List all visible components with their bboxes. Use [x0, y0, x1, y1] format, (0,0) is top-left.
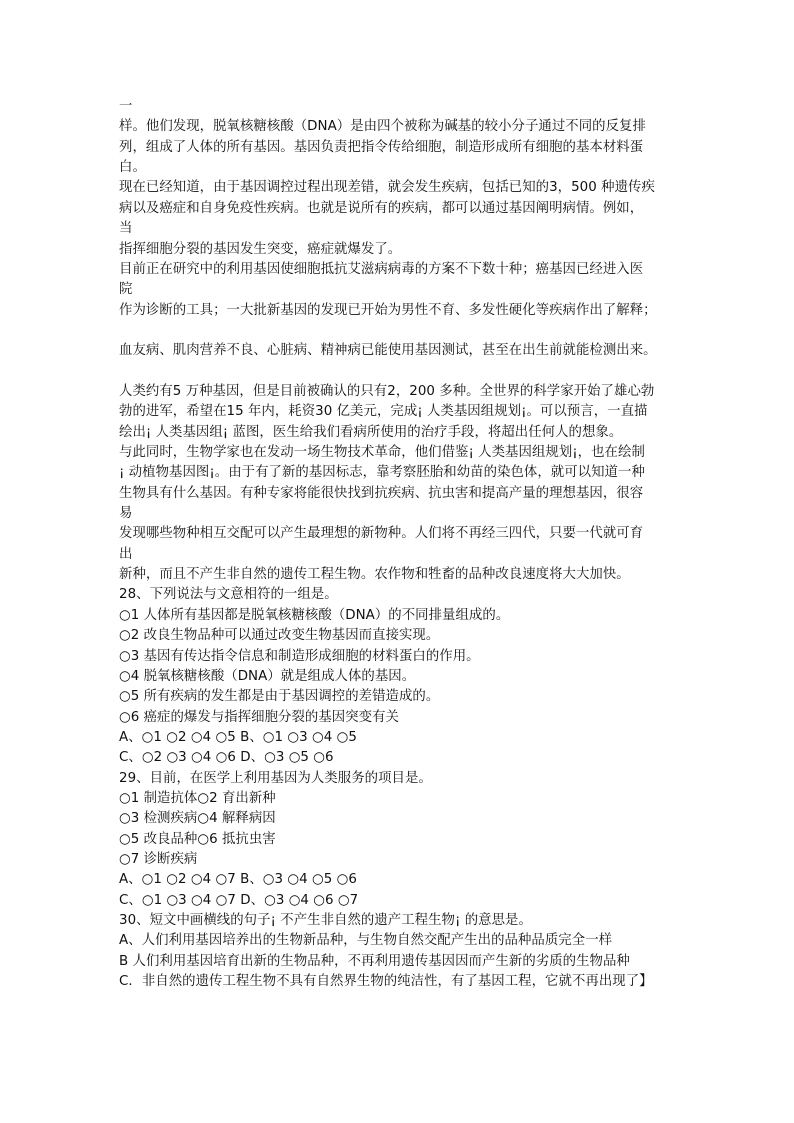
- text-line: ○3 检测疾病○4 解释病因: [119, 811, 276, 827]
- text-line: 30、短文中画横线的句子¡ 不产生非自然的遗产工程生物¡ 的意思是。: [119, 913, 532, 928]
- text-line: 易: [119, 506, 133, 521]
- text-line: 列，组成了人体的所有基因。基因负责把指令传给细胞，制造形成所有细胞的基本材料蛋: [119, 139, 644, 155]
- text-line: 目前正在研究中的利用基因使细胞抵抗艾滋病病毒的方案不下数十种；癌基因已经进入医: [119, 261, 644, 277]
- text-line: 人类约有5 万种基因，但是目前被确认的只有2，200 多种。全世界的科学家开始了雄心勃: [119, 383, 655, 399]
- text-line: 29、目前，在医学上利用基因为人类服务的项目是。: [119, 770, 432, 786]
- text-line: 出: [119, 546, 133, 562]
- text-line: 现在已经知道，由于基因调控过程出现差错，就会发生疾病，包括已知的3，500 种遗传疾: [119, 180, 655, 196]
- text-line: 勃的进军，希望在15 年内，耗资30 亿美元，完成¡ 人类基因组规划¡。可以预言，一直描: [119, 404, 648, 420]
- text-line: 与此同时，生物学家也在发动一场生物技术革命，他们借鉴¡ 人类基因组规划¡，也在绘制: [119, 445, 645, 460]
- text-line: ○5 所有疾病的发生都是由于基因调控的差错造成的。: [119, 689, 440, 705]
- text-line: C．非自然的遗传工程生物不具有自然界生物的纯洁性，有了基因工程，它就不再出现了】: [119, 974, 653, 990]
- text-line: A、○1 ○2 ○4 ○7 B、○3 ○4 ○5 ○6: [119, 872, 357, 888]
- text-line: C、○1 ○3 ○4 ○7 D、○3 ○4 ○6 ○7: [119, 892, 359, 908]
- text-line: 绘出¡ 人类基因组¡ 蓝图，医生给我们看病所使用的治疗手段，将超出任何人的想象。: [119, 424, 623, 440]
- text-line: B 人们利用基因培育出新的生物品种，不再利用遗传基因因而产生新的劣质的生物品种: [119, 953, 630, 969]
- text-line: ○4 脱氧核糖核酸（DNA）就是组成人体的基因。: [119, 668, 416, 684]
- text-line: ○2 改良生物品种可以通过改变生物基因而直接实现。: [119, 628, 440, 644]
- text-line: ○7 诊断疾病: [119, 852, 198, 867]
- text-line: 白。: [119, 160, 146, 176]
- text-line: ○5 改良品种○6 抵抗虫害: [119, 831, 276, 847]
- text-line: ¡ 动植物基因图¡。由于有了新的基因标志，靠考察胚胎和幼苗的染色体，就可以知道一种: [119, 465, 645, 481]
- text-line: 病以及癌症和自身免疫性疾病。也就是说所有的疾病，都可以通过基因阐明病情。例如，: [119, 200, 644, 216]
- text-line: ○1 人体所有基因都是脱氧核糖核酸（DNA）的不同排量组成的。: [119, 607, 510, 623]
- text-line: A、○1 ○2 ○4 ○5 B、○1 ○3 ○4 ○5: [119, 729, 357, 745]
- text-line: 发现哪些物种相互交配可以产生最理想的新物种。人们将不再经三四代，只要一代就可育: [119, 526, 644, 542]
- text-line: 血友病、肌肉营养不良、心脏病、精神病已能使用基因测试，甚至在出生前就能检测出来。: [119, 343, 657, 359]
- text-line: 一: [119, 99, 133, 114]
- text-line: 新种，而且不产生非自然的遗传工程生物。农作物和牲畜的品种改良速度将大大加快。: [119, 567, 630, 582]
- text-line: C、○2 ○3 ○4 ○6 D、○3 ○5 ○6: [119, 750, 334, 766]
- text-line: 样。他们发现，脱氧核糖核酸（DNA）是由四个被称为碱基的较小分子通过不同的反复排: [119, 119, 646, 135]
- text-line: ○6 癌症的爆发与指挥细胞分裂的基因突变有关: [119, 709, 399, 725]
- text-line: 指挥细胞分裂的基因发生突变，癌症就爆发了。: [119, 241, 402, 257]
- text-line: ○3 基因有传达指令信息和制造形成细胞的材料蛋白的作用。: [119, 648, 480, 664]
- text-line: 院: [119, 282, 133, 298]
- text-line: ○1 制造抗体○2 育出新种: [119, 790, 276, 806]
- text-line: 作为诊断的工具；一大批新基因的发现已开始为男性不育、多发性硬化等疾病作出了解释；: [119, 302, 657, 318]
- text-line: A、人们利用基因培养出的生物新品种，与生物自然交配产生出的品种品质完全一样: [119, 933, 613, 949]
- text-line: 生物具有什么基因。有种专家将能很快找到抗疾病、抗虫害和提高产量的理想基因，很容: [119, 485, 644, 501]
- text-line: 当: [119, 221, 133, 237]
- text-line: 28、下列说法与文意相符的一组是。: [119, 587, 338, 603]
